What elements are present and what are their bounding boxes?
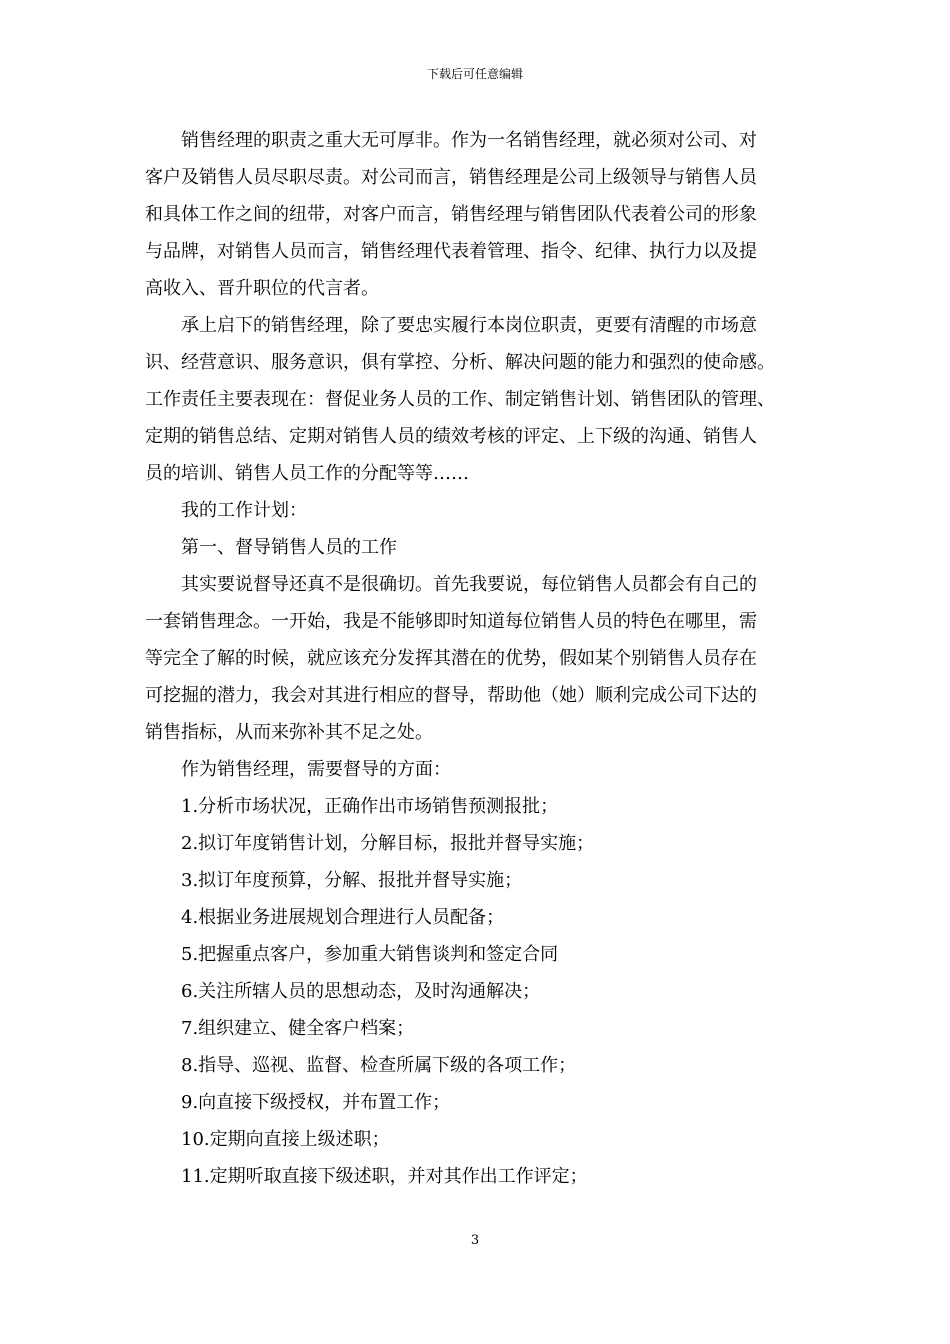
text-line: 销售经理的职责之重大无可厚非。作为一名销售经理，就必须对公司、对 — [181, 130, 757, 151]
page-number: 3 — [470, 1233, 480, 1248]
plan-title: 我的工作计划： — [181, 500, 307, 521]
text-line: 员的培训、销售人员工作的分配等等…… — [145, 463, 469, 484]
text-line: 承上启下的销售经理，除了要忠实履行本岗位职责，更要有清醒的市场意 — [181, 315, 757, 336]
text-line: 客户及销售人员尽职尽责。对公司而言，销售经理是公司上级领导与销售人员 — [145, 167, 757, 188]
list-item: 3.拟订年度预算，分解、报批并督导实施； — [181, 870, 523, 891]
text-line: 等完全了解的时候，就应该充分发挥其潜在的优势，假如某个别销售人员存在 — [145, 648, 757, 669]
text-line: 定期的销售总结、定期对销售人员的绩效考核的评定、上下级的沟通、销售人 — [145, 426, 757, 447]
list-intro: 作为销售经理，需要督导的方面： — [181, 759, 451, 780]
list-item: 1.分析市场状况，正确作出市场销售预测报批； — [181, 796, 559, 817]
list-item: 6.关注所辖人员的思想动态，及时沟通解决； — [181, 981, 541, 1002]
text-line: 可挖掘的潜力，我会对其进行相应的督导，帮助他（她）顺利完成公司下达的 — [145, 685, 757, 706]
list-item: 8.指导、巡视、监督、检查所属下级的各项工作； — [181, 1055, 577, 1076]
list-item: 2.拟订年度销售计划，分解目标，报批并督导实施； — [181, 833, 595, 854]
text-line: 和具体工作之间的纽带，对客户而言，销售经理与销售团队代表着公司的形象 — [145, 204, 757, 225]
document-body — [145, 122, 815, 1195]
text-line: 高收入、晋升职位的代言者。 — [145, 278, 379, 299]
paragraph-2 — [145, 307, 815, 492]
text-line: 其实要说督导还真不是很确切。首先我要说，每位销售人员都会有自己的 — [181, 574, 757, 595]
duty-list — [145, 788, 815, 1195]
text-line: 工作责任主要表现在：督促业务人员的工作、制定销售计划、销售团队的管理、 — [145, 389, 775, 410]
page-header: 下载后可任意编辑 — [426, 67, 523, 81]
paragraph-3 — [145, 566, 815, 751]
text-line: 一套销售理念。一开始，我是不能够即时知道每位销售人员的特色在哪里，需 — [145, 611, 757, 632]
text-line: 销售指标，从而来弥补其不足之处。 — [145, 722, 433, 743]
list-item: 5.把握重点客户，参加重大销售谈判和签定合同 — [181, 944, 559, 965]
list-item: 7.组织建立、健全客户档案； — [181, 1018, 415, 1039]
section-1-title: 第一、督导销售人员的工作 — [181, 537, 397, 558]
list-item: 9.向直接下级授权，并布置工作； — [181, 1092, 451, 1113]
list-item: 10.定期向直接上级述职； — [181, 1129, 390, 1150]
list-item: 4.根据业务进展规划合理进行人员配备； — [181, 907, 505, 928]
text-line: 识、经营意识、服务意识，俱有掌控、分析、解决问题的能力和强烈的使命感。 — [145, 352, 775, 373]
text-line: 与品牌，对销售人员而言，销售经理代表着管理、指令、纪律、执行力以及提 — [145, 241, 757, 262]
paragraph-1 — [145, 122, 815, 307]
list-item: 11.定期听取直接下级述职，并对其作出工作评定； — [181, 1166, 588, 1187]
